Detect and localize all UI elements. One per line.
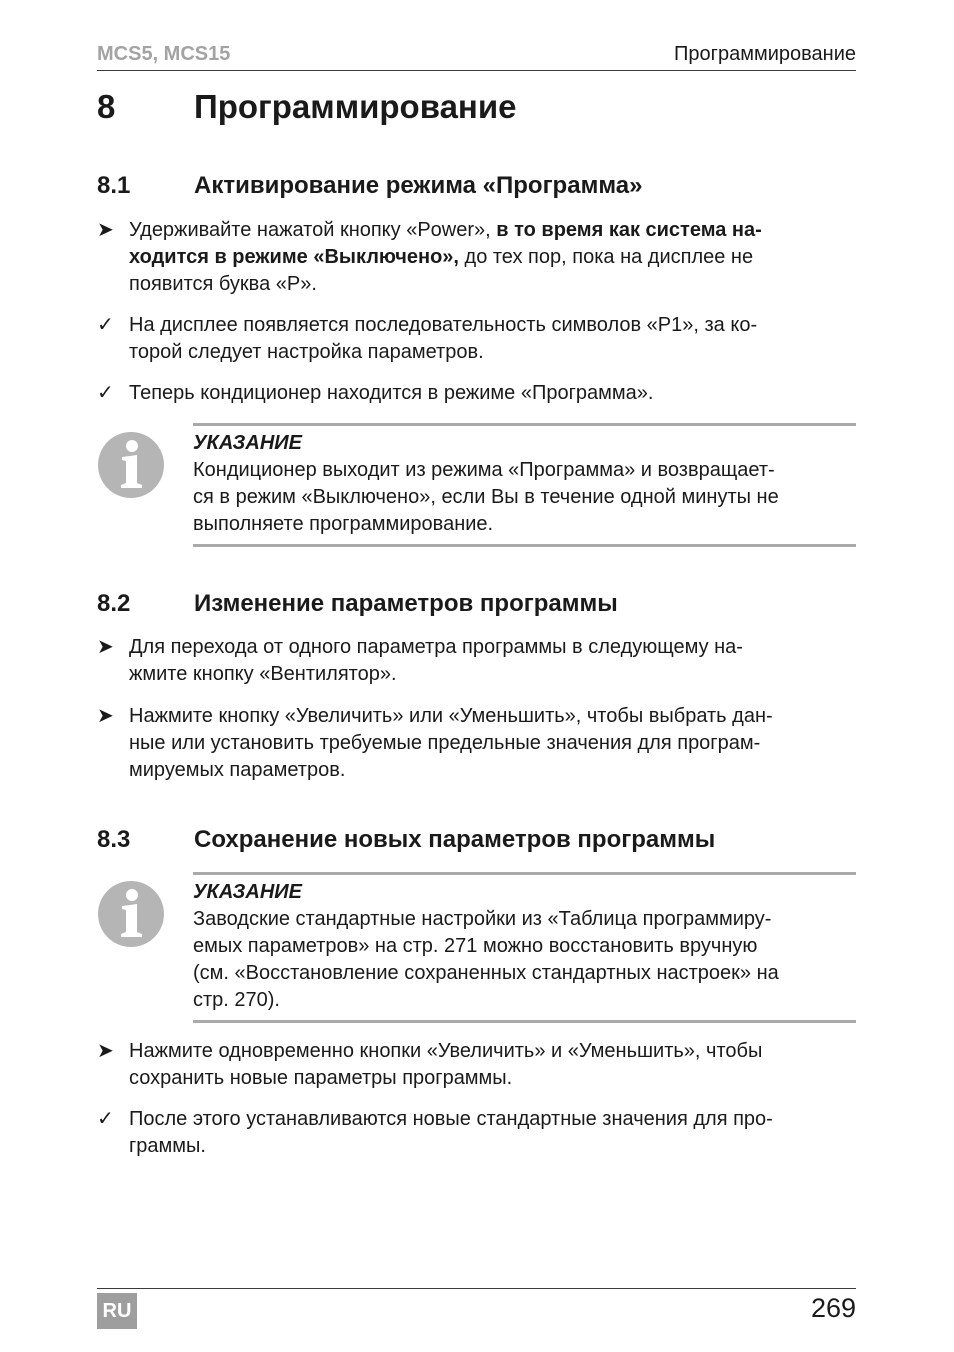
info-icon [97,431,165,499]
note-text: Заводские стандартные настройки из «Таблица программиру- [193,908,772,930]
step-text: Нажмите кнопку «Увеличить» или «Уменьшить», чтобы выбрать дан- [129,705,773,727]
chapter-number: 8 [97,88,116,125]
arrow-marker-icon: ➤ [97,705,114,727]
chapter-title: Программирование [194,88,517,125]
result-text: На дисплее появляется последовательность символов «P1», за ко- [129,314,758,336]
step-text: сохранить новые параметры программы. [129,1067,513,1089]
note-box [193,423,856,547]
info-icon [97,880,165,948]
step-text: жмите кнопку «Вентилятор». [129,663,397,685]
language-badge: RU [97,1293,137,1329]
section-title: Сохранение новых параметров программы [194,826,716,853]
action-step [97,1038,856,1092]
action-step [97,217,856,298]
section-number: 8.3 [97,826,131,853]
running-chapter-title: Программирование [674,43,856,65]
section-title: Активирование режима «Программа» [194,172,643,199]
page-header [97,40,856,71]
step-text-emphasis: ходится в режиме «Выключено», [129,246,459,268]
result-text: После этого устанавливаются новые стандартные значения для про- [129,1108,773,1130]
result-item [97,380,856,407]
arrow-marker-icon: ➤ [97,219,114,241]
step-text: Нажмите одновременно кнопки «Увеличить» и «Уменьшить», чтобы [129,1040,763,1062]
step-text: до тех пор, пока на дисплее не [458,246,754,268]
result-text: торой следует настройка параметров. [129,341,484,363]
note-box [193,872,856,1023]
step-text: Удерживайте нажатой кнопку «Power», [129,219,497,241]
arrow-marker-icon: ➤ [97,636,114,658]
arrow-marker-icon: ➤ [97,1040,114,1062]
page-footer [97,1288,856,1331]
note-text: стр. 270). [193,989,280,1011]
page-number: 269 [810,1293,856,1323]
note-text: емых параметров» на стр. 271 можно восстановить вручную [193,935,758,957]
step-text: Для перехода от одного параметра программы в следующему на- [129,636,743,658]
note-text: Кондиционер выходит из режима «Программа» и возвращает- [193,459,775,481]
note-heading: УКАЗАНИЕ [193,881,302,903]
checkmark-icon: ✓ [97,382,114,404]
checkmark-icon: ✓ [97,314,114,336]
action-step [97,634,856,688]
note-text: ся в режим «Выключено», если Вы в течение одной минуты не [193,486,779,508]
result-item [97,1106,856,1160]
note-heading: УКАЗАНИЕ [193,432,302,454]
result-text: Теперь кондиционер находится в режиме «Программа». [129,382,654,404]
step-text: ные или установить требуемые предельные значения для програм- [129,732,761,754]
section-title: Изменение параметров программы [194,590,618,617]
checkmark-icon: ✓ [97,1108,114,1130]
note-text: выполняете программирование. [193,513,494,535]
action-step [97,703,856,784]
result-item [97,312,856,366]
step-text-emphasis: в то время как система на- [496,219,762,241]
step-text: появится буква «P». [129,273,317,295]
product-name: MCS5, MCS15 [97,43,231,65]
step-text: мируемых параметров. [129,759,346,781]
section-number: 8.1 [97,172,131,199]
note-text: (см. «Восстановление сохраненных стандартных настроек» на [193,962,779,984]
section-number: 8.2 [97,590,131,617]
result-text: граммы. [129,1135,206,1157]
